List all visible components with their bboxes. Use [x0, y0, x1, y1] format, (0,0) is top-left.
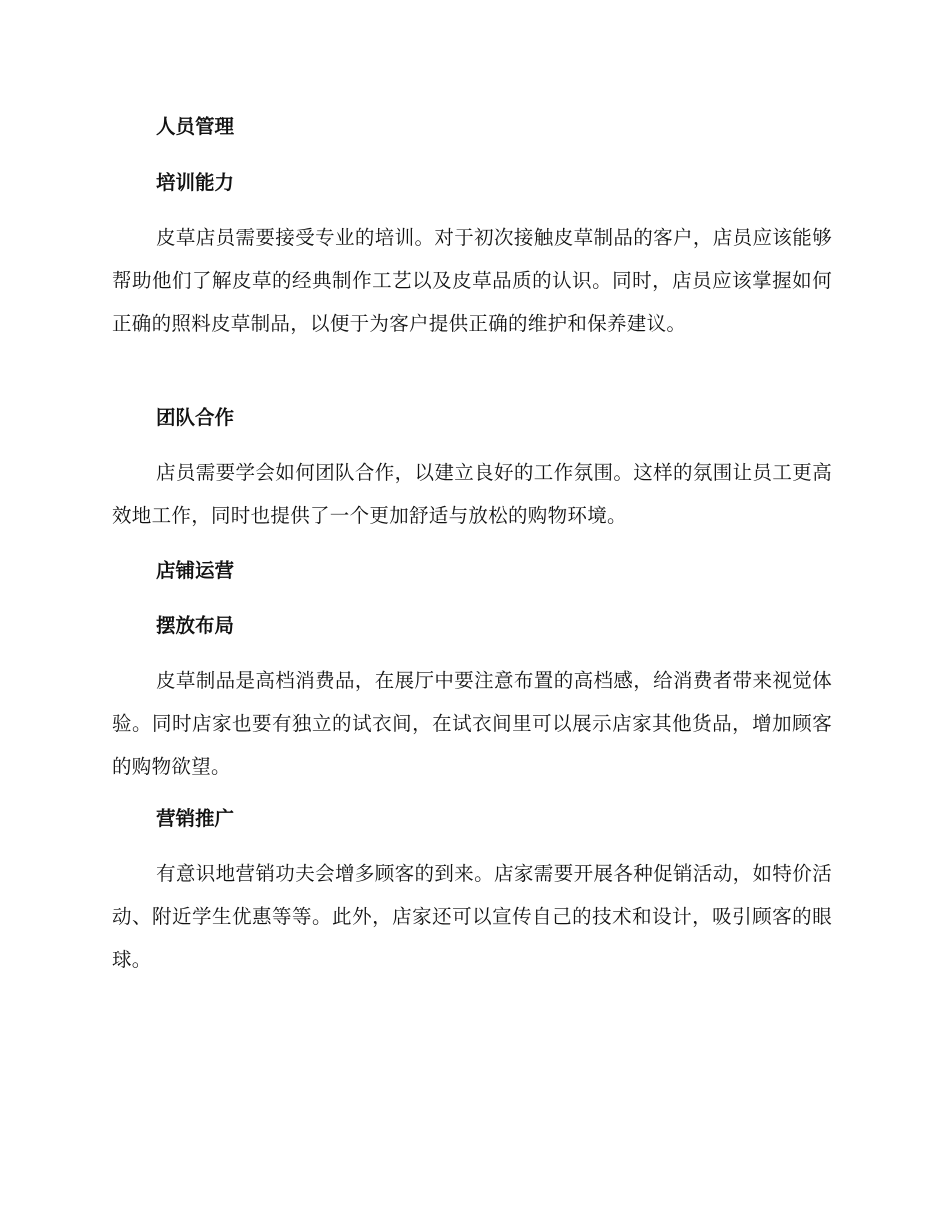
subsection-heading-layout: 摆放布局 — [156, 614, 235, 637]
subsection-heading-marketing: 营销推广 — [156, 807, 235, 830]
section-heading-personnel: 人员管理 — [156, 115, 235, 138]
paragraph-training: 皮草店员需要接受专业的培训。对于初次接触皮草制品的客户，店员应该能够帮助他们了解皮草的经典制作工艺以及皮草品质的认识。同时，店员应该掌握如何正确的照料皮草制品，以便于为客户提供正确的维护和保养建议。 — [112, 226, 832, 335]
section-heading-store-operations: 店铺运营 — [156, 559, 235, 582]
paragraph-marketing: 有意识地营销功夫会增多顾客的到来。店家需要开展各种促销活动，如特价活动、附近学生优惠等等。此外，店家还可以宣传自己的技术和设计，吸引顾客的眼球。 — [112, 862, 832, 971]
subsection-heading-teamwork: 团队合作 — [156, 406, 235, 429]
paragraph-layout: 皮草制品是高档消费品，在展厅中要注意布置的高档感，给消费者带来视觉体验。同时店家也要有独立的试衣间，在试衣间里可以展示店家其他货品，增加顾客的购物欲望。 — [112, 669, 832, 778]
paragraph-teamwork: 店员需要学会如何团队合作，以建立良好的工作氛围。这样的氛围让员工更高效地工作，同时也提供了一个更加舒适与放松的购物环境。 — [112, 461, 832, 527]
subsection-heading-training: 培训能力 — [156, 171, 235, 194]
